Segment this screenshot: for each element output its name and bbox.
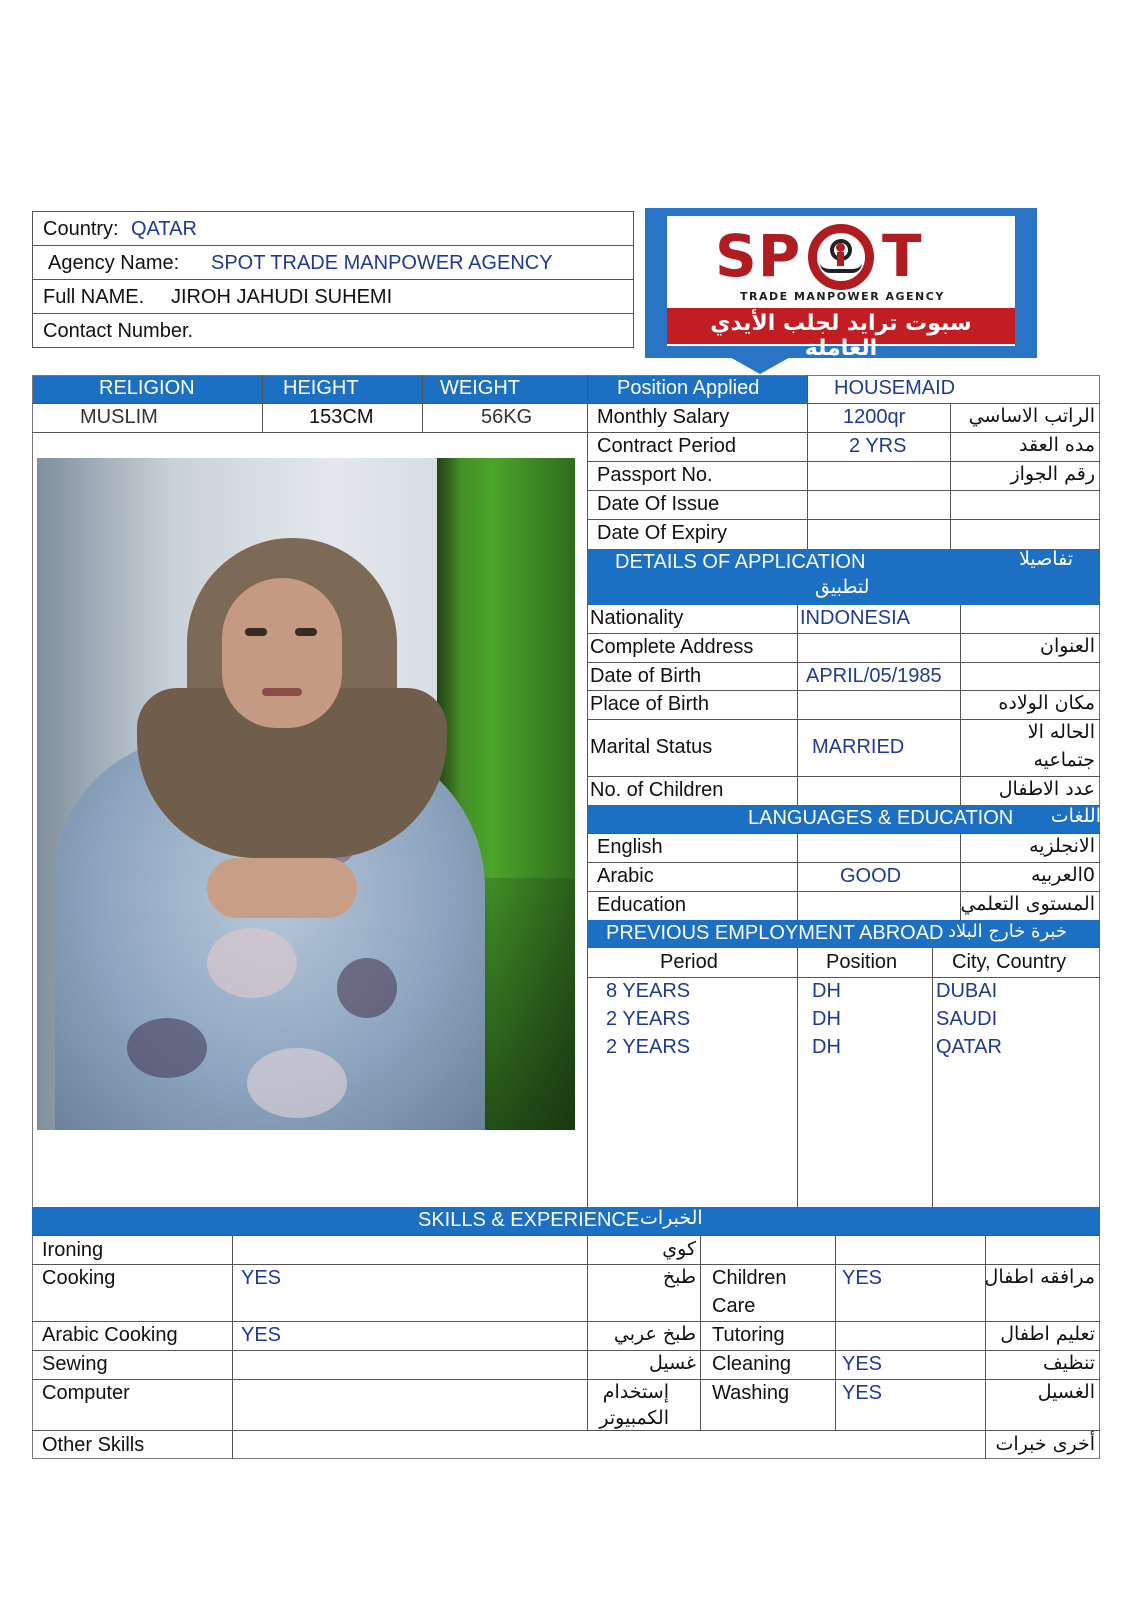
employment-period-header: Period [660,951,718,973]
agency-name-value: SPOT TRADE MANPOWER AGENCY [211,252,553,274]
skill-arabic-cooking-label: Arabic Cooking [42,1324,178,1346]
height-header: HEIGHT [283,377,359,399]
position-applied-header: Position Applied [617,377,760,399]
place-of-birth-label: Place of Birth [590,693,709,715]
skill-tutoring-ar: تعليم اطفال [1000,1323,1095,1345]
employment-row-3-city: QATAR [936,1036,1002,1058]
applicant-photo [37,458,575,1130]
religion-header: RELIGION [99,377,195,399]
nationality-label: Nationality [590,607,684,629]
skill-cleaning-value: YES [842,1353,883,1375]
skill-washing-label: Washing [712,1382,790,1404]
full-name-value: JIROH JAHUDI SUHEMI [171,286,393,308]
no-of-children-ar: عدد الاطفال [998,778,1095,800]
date-of-expiry-label: Date Of Expiry [597,522,728,544]
skill-children-care-value: YES [842,1267,883,1289]
employment-city-header: City, Country [952,951,1067,973]
skill-cleaning-label: Cleaning [712,1353,791,1375]
height-value: 153CM [309,406,374,428]
nationality-value: INDONESIA [800,607,911,629]
skill-computer-ar: إستخدام [602,1381,669,1403]
employment-position-header: Position [826,951,898,973]
agency-logo [645,208,1037,361]
details-header-ar1: تفاصيلا [1019,548,1073,570]
skill-cooking-label: Cooking [42,1267,116,1289]
skill-computer-ar2: الكمبيوتر [599,1407,669,1429]
employment-row-3-period: 2 YEARS [606,1036,691,1058]
skill-children-care-ar: مرافقه اطفال [984,1266,1095,1288]
other-skills-ar: أخرى خبرات [995,1433,1095,1455]
skill-ironing-label: Ironing [42,1239,104,1261]
skill-tutoring-label: Tutoring [712,1324,785,1346]
date-of-birth-value: APRIL/05/1985 [806,665,942,687]
logo-brand-right: T [882,222,922,290]
passport-no-label: Passport No. [597,464,713,486]
languages-header-ar: اللغات [1050,805,1101,827]
english-label: English [597,836,663,858]
country-label: Country: [43,218,119,240]
employment-row-2-position: DH [812,1008,841,1030]
skill-cooking-value: YES [241,1267,282,1289]
details-header-ar2: لتطبيق [815,576,870,598]
logo-arabic-banner: سبوت ترايد لجلب الأيدي العاملة [710,311,972,361]
skill-arabic-cooking-ar: طبخ عربي [613,1323,696,1345]
arabic-label: Arabic [597,865,654,887]
place-of-birth-ar: مكان الولاده [998,692,1095,714]
skill-sewing-label: Sewing [42,1353,108,1375]
skill-cleaning-ar: تنظيف [1042,1352,1095,1374]
employment-header-ar: خبرة خارج البلاد [948,921,1067,942]
skill-cooking-ar: طبخ [662,1266,696,1288]
arabic-ar: 0العربيه [1030,864,1095,886]
skills-header-ar: الخبرات [640,1207,703,1229]
languages-header: LANGUAGES & EDUCATION [748,807,1014,829]
skill-washing-value: YES [842,1382,883,1404]
logo-pointer [728,356,792,374]
marital-status-label: Marital Status [590,736,713,758]
details-header: DETAILS OF APPLICATION [615,551,866,573]
marital-status-value: MARRIED [812,736,905,758]
agency-name-label: Agency Name: [48,252,180,274]
monthly-salary-ar: الراتب الاساسي [968,405,1095,427]
skills-header: SKILLS & EXPERIENCE [418,1209,640,1231]
marital-status-ar2: جتماعيه [1033,749,1095,771]
passport-no-ar: رقم الجواز [1010,463,1095,485]
weight-value: 56KG [481,406,533,428]
arabic-value: GOOD [840,865,902,887]
skill-washing-ar: الغسيل [1037,1381,1095,1403]
skill-ironing-ar: كوي [662,1238,696,1260]
monthly-salary-value: 1200qr [843,406,906,428]
monthly-salary-label: Monthly Salary [597,406,730,428]
religion-value: MUSLIM [80,406,158,428]
contract-period-label: Contract Period [597,435,736,457]
skill-sewing-ar: غسيل [648,1352,696,1374]
employment-row-3-position: DH [812,1036,841,1058]
employment-row-2-city: SAUDI [936,1008,998,1030]
complete-address-label: Complete Address [590,636,754,658]
employment-header: PREVIOUS EMPLOYMENT ABROAD [606,922,944,944]
education-ar: المستوى التعلمي [960,893,1095,915]
logo-brand-left: SP [715,222,802,290]
employment-row-1-period: 8 YEARS [606,980,691,1002]
employment-row-1-city: DUBAI [936,980,998,1002]
employment-row-2-period: 2 YEARS [606,1008,691,1030]
marital-status-ar: الحاله الا [1027,721,1095,743]
contract-period-value: 2 YRS [849,435,907,457]
skill-children-care-label2: Care [712,1295,756,1317]
position-applied-value: HOUSEMAID [834,377,956,399]
education-label: Education [597,894,686,916]
weight-header: WEIGHT [440,377,520,399]
skill-computer-label: Computer [42,1382,130,1404]
date-of-issue-label: Date Of Issue [597,493,720,515]
no-of-children-label: No. of Children [590,779,724,801]
contract-period-ar: مده العقد [1019,434,1095,456]
country-value: QATAR [131,218,197,240]
other-skills-label: Other Skills [42,1434,145,1456]
logo-person-icon [808,224,874,290]
skill-arabic-cooking-value: YES [241,1324,282,1346]
logo-tagline: TRADE MANPOWER AGENCY [740,290,945,303]
complete-address-ar: العنوان [1039,635,1095,657]
contact-number-label: Contact Number. [43,320,194,342]
employment-row-1-position: DH [812,980,841,1002]
english-ar: الانجلزيه [1029,835,1095,857]
skill-children-care-label: Children [712,1267,787,1289]
date-of-birth-label: Date of Birth [590,665,702,687]
full-name-label: Full NAME. [43,286,145,308]
